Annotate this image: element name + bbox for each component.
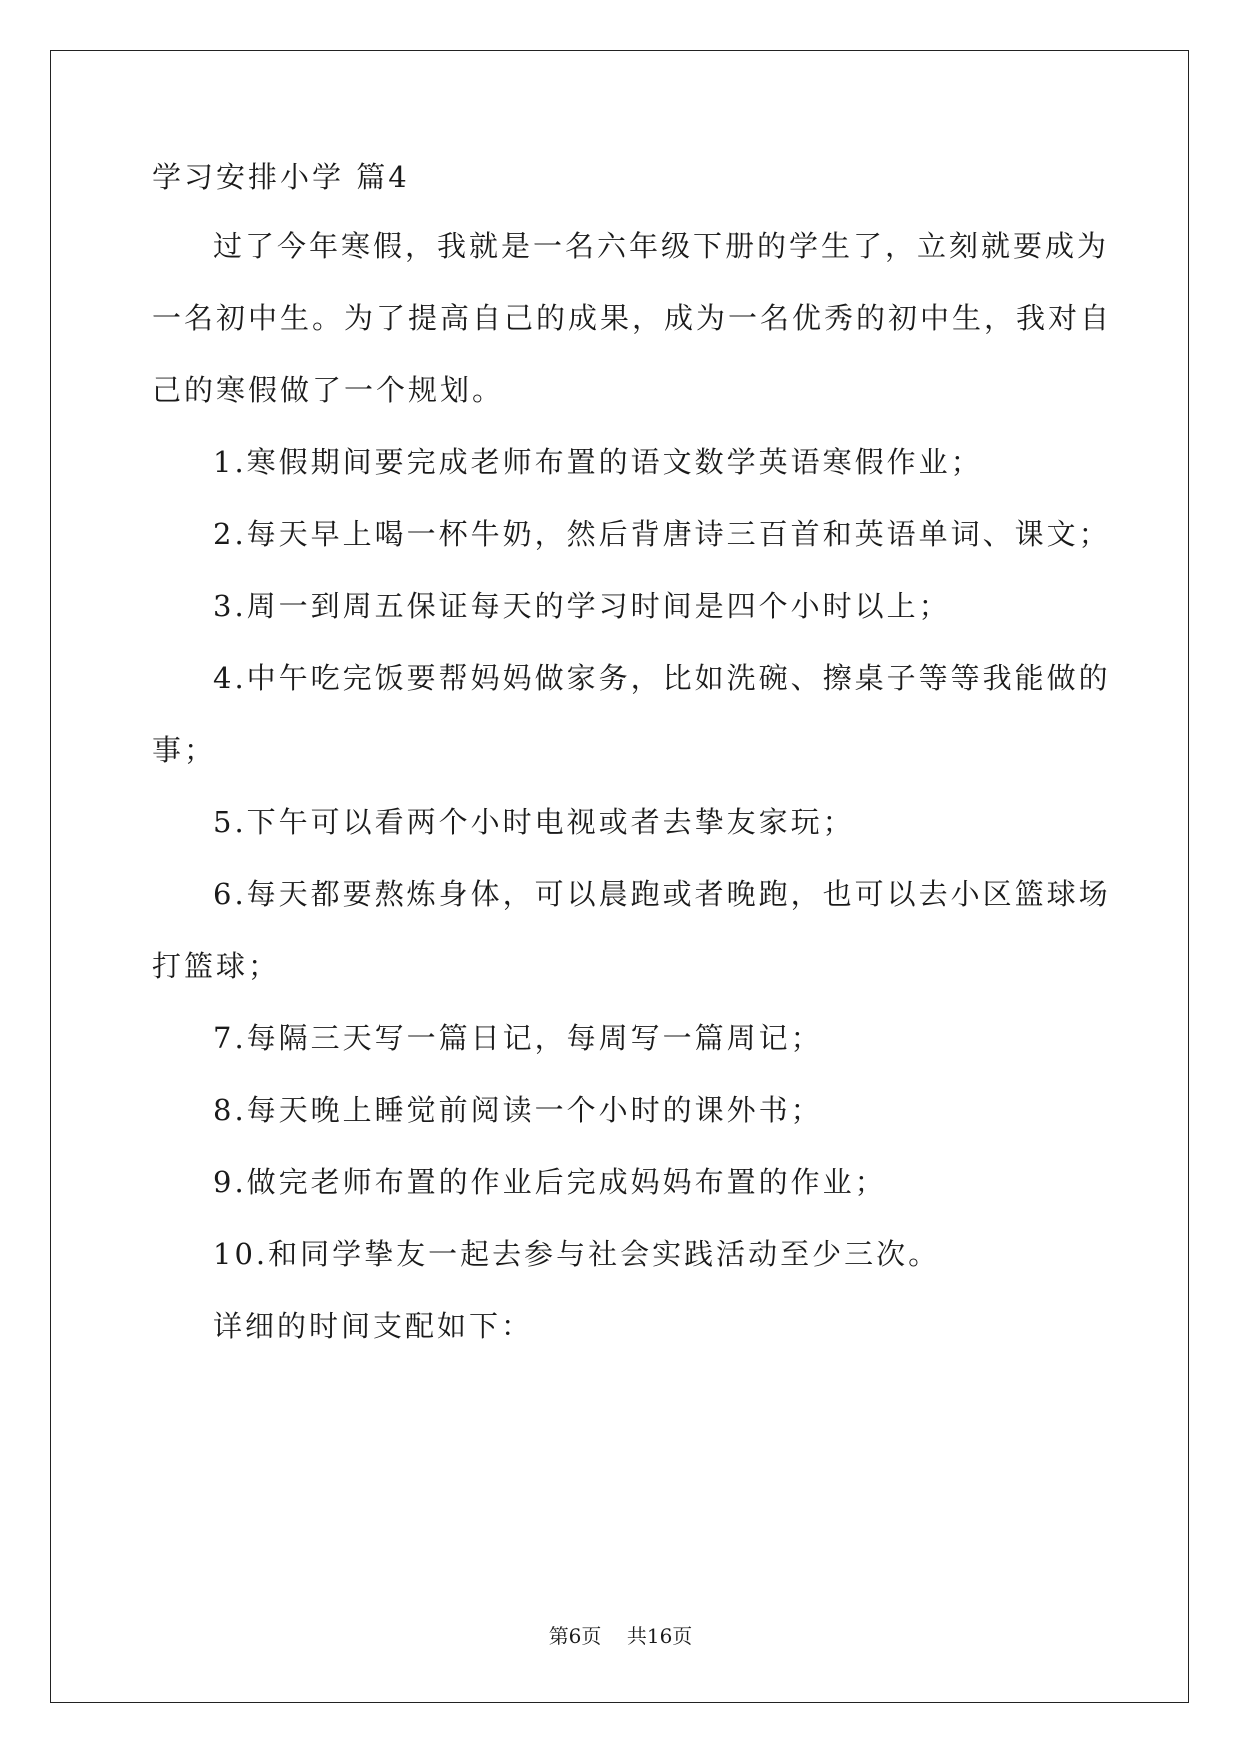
list-item-8: 8.每天晚上睡觉前阅读一个小时的课外书； bbox=[213, 1093, 823, 1127]
intro-line-1: 过了今年寒假，我就是一名六年级下册的学生了，立刻就要成为 bbox=[213, 229, 1110, 263]
list-item-7: 7.每隔三天写一篇日记，每周写一篇周记； bbox=[213, 1021, 823, 1055]
list-item-6: 6.每天都要熬炼身体，可以晨跑或者晚跑，也可以去小区篮球场 bbox=[213, 877, 1111, 911]
list-item-4: 4.中午吃完饭要帮妈妈做家务，比如洗碗、擦桌子等等我能做的 bbox=[213, 661, 1111, 695]
list-item-5: 5.下午可以看两个小时电视或者去挚友家玩； bbox=[213, 805, 855, 839]
intro-line-3: 己的寒假做了一个规划。 bbox=[152, 373, 505, 407]
closing-line: 详细的时间支配如下： bbox=[213, 1309, 534, 1343]
list-item-9: 9.做完老师布置的作业后完成妈妈布置的作业； bbox=[213, 1165, 887, 1199]
list-item-3: 3.周一到周五保证每天的学习时间是四个小时以上； bbox=[213, 589, 951, 623]
list-item-2: 2.每天早上喝一杯牛奶，然后背唐诗三百首和英语单词、课文； bbox=[213, 517, 1111, 551]
list-item-1: 1.寒假期间要完成老师布置的语文数学英语寒假作业； bbox=[213, 445, 983, 479]
intro-line-2: 一名初中生。为了提高自己的成果，成为一名优秀的初中生，我对自 bbox=[152, 301, 1113, 335]
list-item-6-continuation: 打篮球； bbox=[152, 949, 281, 983]
list-item-10: 10.和同学挚友一起去参与社会实践活动至少三次。 bbox=[213, 1237, 941, 1271]
page-number: 第6页 共16页 bbox=[548, 1624, 693, 1648]
list-item-4-continuation: 事； bbox=[152, 733, 217, 767]
document-heading: 学习安排小学 篇4 bbox=[152, 160, 410, 194]
